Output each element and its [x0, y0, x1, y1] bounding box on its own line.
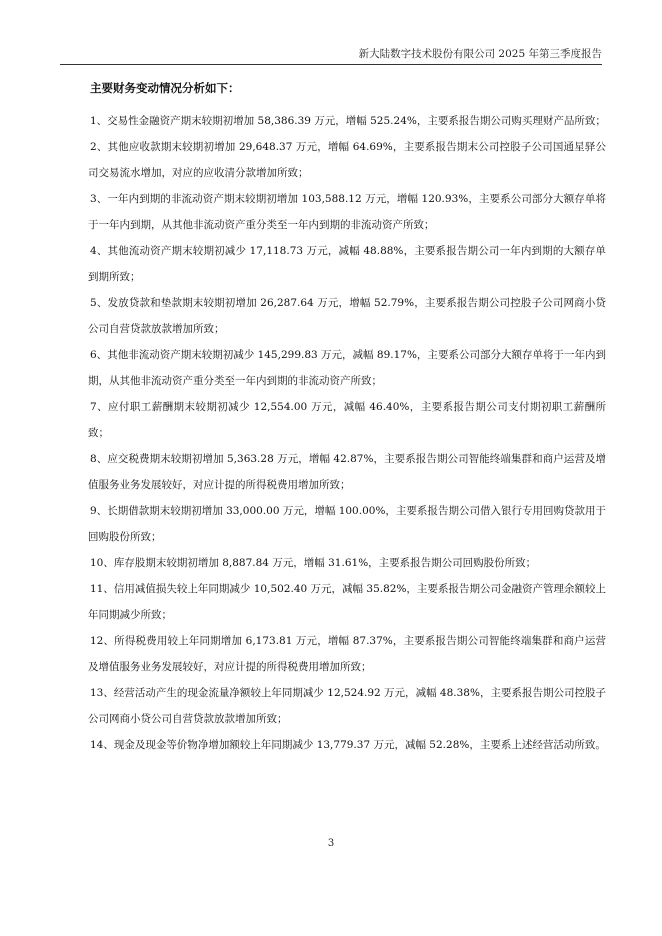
analysis-item-10: 10、库存股期末较期初增加 8,887.84 万元，增幅 31.61%，主要系报告期公司回购股份所致；	[90, 557, 537, 569]
header-title: 新大陆数字技术股份有限公司 2025 年第三季度报告	[358, 48, 602, 60]
analysis-item-9: 9、长期借款期末较期初增加 33,000.00 万元，增幅 100.00%，主要系报告期公司借入银行专用回购贷款用于回购股份所致；	[88, 505, 606, 543]
document-body	[88, 80, 606, 758]
analysis-item-14: 14、现金及现金等价物净增加额较上年同期减少 13,779.37 万元，减幅 52.28%，主要系上述经营活动所致。	[90, 739, 606, 751]
analysis-item-12: 12、所得税费用较上年同期增加 6,173.81 万元，增幅 87.37%，主要系报告期公司智能终端集群和商户运营及增值服务业务发展较好，对应计提的所得税费用增加所致；	[88, 635, 606, 673]
analysis-item-3: 3、一年内到期的非流动资产期末较期初增加 103,588.12 万元，增幅 120.93%，主要系公司部分大额存单将于一年内到期，从其他非流动资产重分类至一年内到期的非流动资产所致；	[88, 193, 606, 231]
analysis-item-11: 11、信用减值损失较上年同期减少 10,502.40 万元，减幅 35.82%，主要系报告期公司金融资产管理余额较上年同期减少所致；	[88, 583, 606, 621]
page-number: 3	[327, 838, 335, 849]
analysis-item-13: 13、经营活动产生的现金流量净额较上年同期减少 12,524.92 万元，减幅 48.38%，主要系报告期公司控股子公司网商小贷公司自营贷款放款增加所致；	[88, 687, 606, 725]
section-title: 主要财务变动情况分析如下：	[90, 81, 240, 95]
analysis-item-5: 5、发放贷款和垫款期末较期初增加 26,287.64 万元，增幅 52.79%，主要系报告期公司控股子公司网商小贷公司自营贷款放款增加所致；	[88, 297, 606, 335]
analysis-item-7: 7、应付职工薪酬期末较期初减少 12,554.00 万元，减幅 46.40%，主要系报告期公司支付期初职工薪酬所致；	[88, 401, 606, 439]
analysis-item-4: 4、其他流动资产期末较期初减少 17,118.73 万元，减幅 48.88%，主要系报告期公司一年内到期的大额存单到期所致；	[88, 245, 606, 283]
analysis-item-2: 2、其他应收款期末较期初增加 29,648.37 万元，增幅 64.69%，主要系报告期末公司控股子公司国通星驿公司交易流水增加，对应的应收清分款增加所致；	[88, 141, 606, 179]
page-header	[60, 44, 602, 65]
analysis-item-8: 8、应交税费期末较期初增加 5,363.28 万元，增幅 42.87%，主要系报告期公司智能终端集群和商户运营及增值服务业务发展较好，对应计提的所得税费用增加所致；	[88, 453, 606, 491]
analysis-item-6: 6、其他非流动资产期末较期初减少 145,299.83 万元，减幅 89.17%，主要系公司部分大额存单将于一年内到期，从其他非流动资产重分类至一年内到期的非流动资产所致；	[88, 349, 606, 387]
analysis-item-1: 1、交易性金融资产期末较期初增加 58,386.39 万元，增幅 525.24%，主要系报告期公司购买理财产品所致；	[90, 115, 606, 127]
